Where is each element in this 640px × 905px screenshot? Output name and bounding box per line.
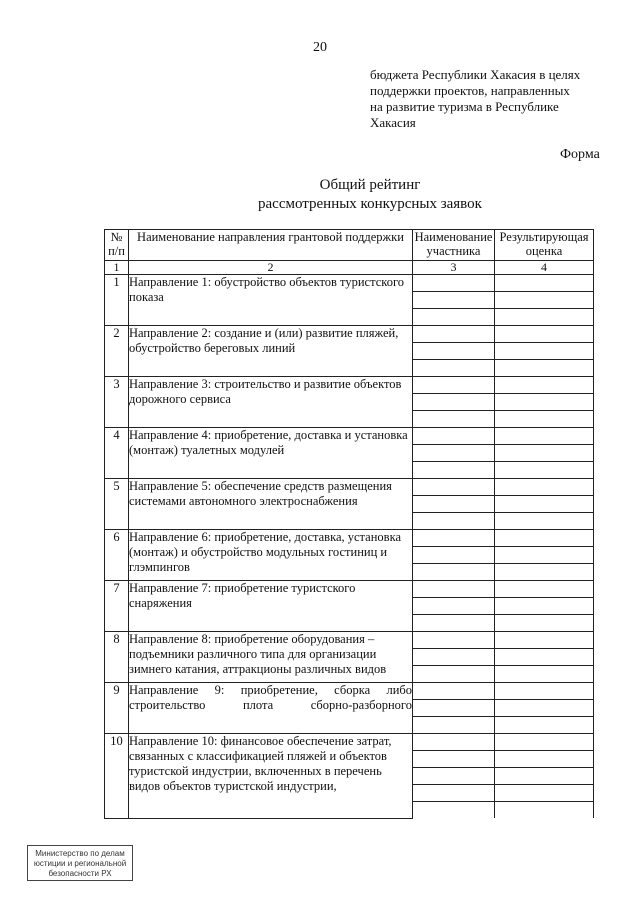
stamp-line: безопасности РХ xyxy=(48,869,112,878)
participant-cell xyxy=(413,581,495,598)
page-number: 20 xyxy=(313,40,327,55)
participant-cell xyxy=(413,326,495,343)
score-cell xyxy=(495,292,594,309)
row-direction: Направление 5: обеспечение средств размещения системами автономного электроснабжения xyxy=(129,479,413,530)
participant-cell xyxy=(413,598,495,615)
header-note-line: Хакасия xyxy=(370,115,416,130)
participant-cell xyxy=(413,683,495,700)
participant-cell xyxy=(413,615,495,632)
participant-cell xyxy=(413,428,495,445)
score-cell xyxy=(495,598,594,615)
index-cell: 2 xyxy=(129,261,413,275)
participant-cell xyxy=(413,768,495,785)
rating-table xyxy=(104,229,594,819)
score-cell xyxy=(495,700,594,717)
participant-cell xyxy=(413,292,495,309)
row-direction: Направление 1: обустройство объектов туристского показа xyxy=(129,275,413,326)
participant-cell xyxy=(413,360,495,377)
row-number: 9 xyxy=(105,683,129,734)
participant-cell xyxy=(413,496,495,513)
row-number: 4 xyxy=(105,428,129,479)
participant-cell xyxy=(413,717,495,734)
participant-cell xyxy=(413,785,495,802)
score-cell xyxy=(495,717,594,734)
participant-cell xyxy=(413,343,495,360)
score-cell xyxy=(495,530,594,547)
table-row xyxy=(105,683,594,700)
row-direction: Направление 8: приобретение оборудования – подъемники различного типа для организации зимнего катания, аттракционы различных видов xyxy=(129,632,413,683)
score-cell xyxy=(495,666,594,683)
score-cell xyxy=(495,632,594,649)
participant-cell xyxy=(413,411,495,428)
participant-cell xyxy=(413,649,495,666)
header-note-line: бюджета Республики Хакасия в целях xyxy=(370,67,581,82)
header-score: Результирующая оценка xyxy=(495,230,594,261)
row-number: 5 xyxy=(105,479,129,530)
participant-cell xyxy=(413,734,495,751)
stamp-line: Министерство по делам xyxy=(35,849,125,858)
participant-cell xyxy=(413,462,495,479)
row-direction: Направление 6: приобретение, доставка, установка (монтаж) и обустройство модульных гостиниц и глэмпингов xyxy=(129,530,413,581)
score-cell xyxy=(495,275,594,292)
score-cell xyxy=(495,615,594,632)
score-cell xyxy=(495,428,594,445)
document-title xyxy=(0,176,640,214)
table-row xyxy=(105,581,594,598)
participant-cell xyxy=(413,802,495,819)
row-direction: Направление 3: строительство и развитие объектов дорожного сервиса xyxy=(129,377,413,428)
table-row xyxy=(105,632,594,649)
form-label: Форма xyxy=(560,147,600,162)
participant-cell xyxy=(413,445,495,462)
score-cell xyxy=(495,326,594,343)
table-header-row xyxy=(105,230,594,261)
score-cell xyxy=(495,360,594,377)
table-row xyxy=(105,530,594,547)
header-participant: Наименование участника xyxy=(413,230,495,261)
score-cell xyxy=(495,411,594,428)
row-direction: Направление 4: приобретение, доставка и установка (монтаж) туалетных модулей xyxy=(129,428,413,479)
participant-cell xyxy=(413,479,495,496)
score-cell xyxy=(495,581,594,598)
row-number: 1 xyxy=(105,275,129,326)
participant-cell xyxy=(413,751,495,768)
score-cell xyxy=(495,445,594,462)
score-cell xyxy=(495,394,594,411)
header-note-line: поддержки проектов, направленных xyxy=(370,83,570,98)
participant-cell xyxy=(413,394,495,411)
score-cell xyxy=(495,547,594,564)
header-note xyxy=(370,67,620,131)
row-number: 7 xyxy=(105,581,129,632)
row-direction: Направление 7: приобретение туристского снаряжения xyxy=(129,581,413,632)
score-cell xyxy=(495,343,594,360)
score-cell xyxy=(495,496,594,513)
participant-cell xyxy=(413,513,495,530)
participant-cell xyxy=(413,530,495,547)
title-line: Общий рейтинг xyxy=(319,177,421,193)
score-cell xyxy=(495,564,594,581)
participant-cell xyxy=(413,632,495,649)
score-cell xyxy=(495,513,594,530)
registration-stamp xyxy=(27,845,133,881)
score-cell xyxy=(495,479,594,496)
row-direction: Направление 2: создание и (или) развитие пляжей, обустройство береговых линий xyxy=(129,326,413,377)
participant-cell xyxy=(413,309,495,326)
row-direction: Направление 10: финансовое обеспечение затрат, связанных с классификацией пляжей и объектов туристской индустрии, включенных в перечень видов объектов туристской индустрии, xyxy=(129,734,413,819)
participant-cell xyxy=(413,564,495,581)
row-number: 8 xyxy=(105,632,129,683)
score-cell xyxy=(495,734,594,751)
score-cell xyxy=(495,462,594,479)
participant-cell xyxy=(413,666,495,683)
row-number: 3 xyxy=(105,377,129,428)
table-row xyxy=(105,479,594,496)
score-cell xyxy=(495,683,594,700)
index-cell: 3 xyxy=(413,261,495,275)
row-number: 2 xyxy=(105,326,129,377)
header-direction: Наименование направления грантовой поддержки xyxy=(129,230,413,261)
participant-cell xyxy=(413,377,495,394)
score-cell xyxy=(495,751,594,768)
index-cell: 1 xyxy=(105,261,129,275)
title-line: рассмотренных конкурсных заявок xyxy=(258,196,482,212)
table-row xyxy=(105,275,594,292)
row-number: 6 xyxy=(105,530,129,581)
score-cell xyxy=(495,768,594,785)
header-note-line: на развитие туризма в Республике xyxy=(370,99,559,114)
row-direction: Направление 9: приобретение, сборка либо строительство плота сборно-разборного xyxy=(129,683,413,734)
score-cell xyxy=(495,309,594,326)
participant-cell xyxy=(413,547,495,564)
table-index-row xyxy=(105,261,594,275)
table-row xyxy=(105,734,594,751)
table-row xyxy=(105,428,594,445)
index-cell: 4 xyxy=(495,261,594,275)
score-cell xyxy=(495,802,594,819)
table-row xyxy=(105,377,594,394)
row-number: 10 xyxy=(105,734,129,819)
participant-cell xyxy=(413,275,495,292)
table-row xyxy=(105,326,594,343)
score-cell xyxy=(495,785,594,802)
stamp-line: юстиции и региональной xyxy=(33,859,127,868)
score-cell xyxy=(495,377,594,394)
header-num: № п/п xyxy=(105,230,129,261)
participant-cell xyxy=(413,700,495,717)
score-cell xyxy=(495,649,594,666)
